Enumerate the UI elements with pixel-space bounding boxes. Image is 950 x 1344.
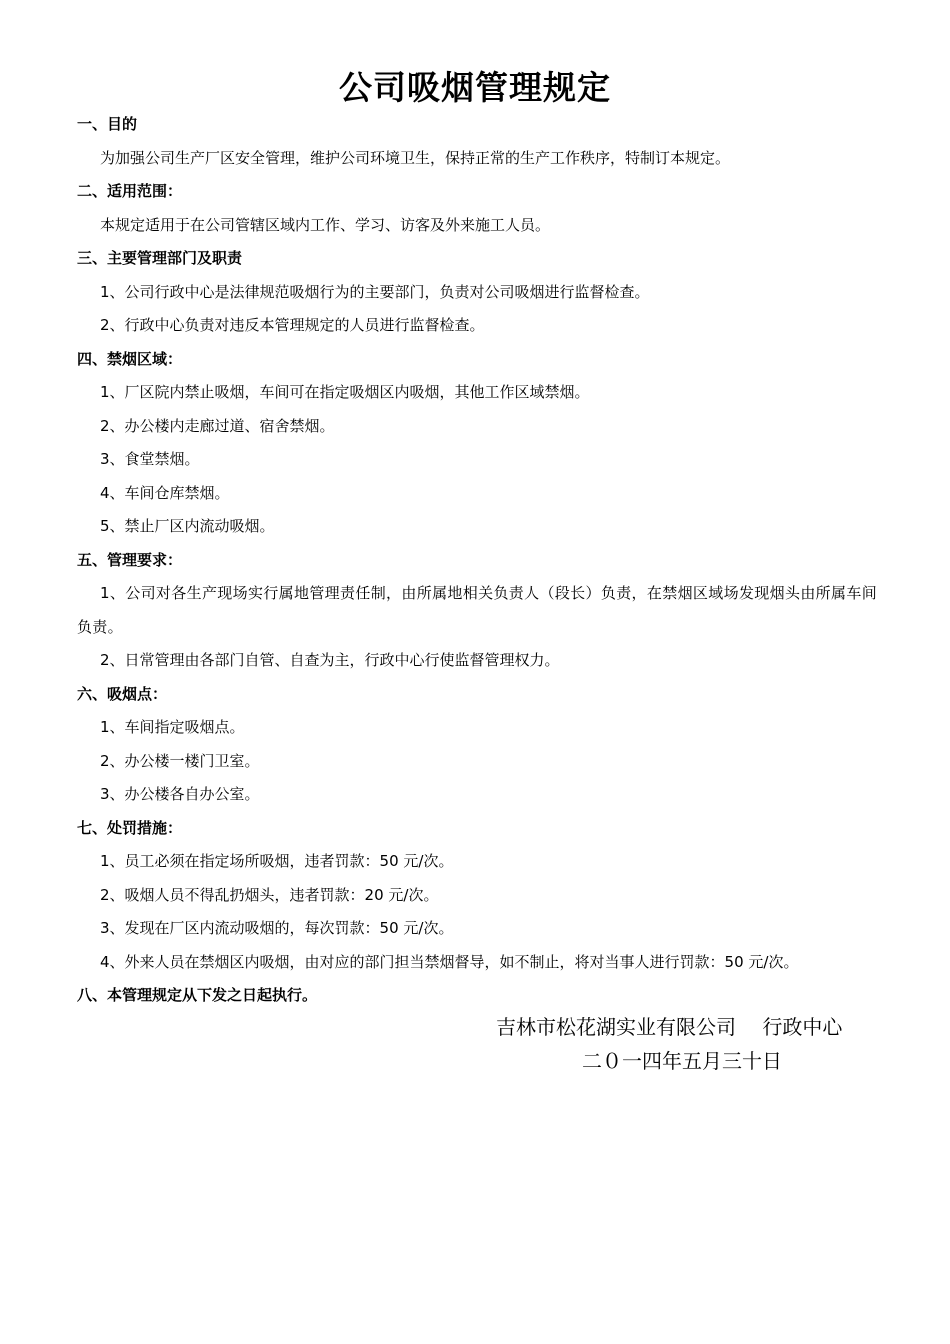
section-paragraph: 5、禁止厂区内流动吸烟。 <box>100 517 275 535</box>
section-paragraph: 3、办公楼各自办公室。 <box>100 785 260 803</box>
section-heading-effective-date: 八、本管理规定从下发之日起执行。 <box>77 986 318 1004</box>
section-heading-no-smoking-areas: 四、禁烟区域： <box>77 349 183 368</box>
section-paragraph: 3、食堂禁烟。 <box>100 450 200 468</box>
section-paragraph: 2、办公楼一楼门卫室。 <box>100 751 260 770</box>
issuer-name: 吉林市松花湖实业有限公司 行政中心 <box>496 1015 843 1039</box>
document-body <box>77 108 877 1013</box>
section-heading-smoking-points: 六、吸烟点： <box>77 684 168 703</box>
section-paragraph: 1、员工必须在指定场所吸烟，违者罚款：50 元/次。 <box>100 852 454 870</box>
section-paragraph: 2、吸烟人员不得乱扔烟头，违者罚款：20 元/次。 <box>100 885 439 904</box>
section-paragraph: 2、日常管理由各部门自管、自查为主，行政中心行使监督管理权力。 <box>100 651 560 669</box>
section-paragraph: 1、车间指定吸烟点。 <box>100 718 245 736</box>
section-paragraph: 4、外来人员在禁烟区内吸烟，由对应的部门担当禁烟督导，如不制止，将对当事人进行罚款：50 元/次。 <box>100 952 799 971</box>
section-paragraph: 为加强公司生产厂区安全管理，维护公司环境卫生，保持正常的生产工作秩序，特制订本规定。 <box>100 148 731 167</box>
section-paragraph: 1、公司对各生产现场实行属地管理责任制，由所属地相关负责人（段长）负责，在禁烟区域场发现烟头由所属车间负责。 <box>77 584 877 636</box>
issue-date: 二０一四年五月三十日 <box>582 1049 782 1073</box>
document-title: 公司吸烟管理规定 <box>339 68 611 107</box>
section-heading-purpose: 一、目的 <box>77 115 138 133</box>
section-paragraph: 3、发现在厂区内流动吸烟的，每次罚款：50 元/次。 <box>100 919 454 937</box>
section-heading-management-requirements: 五、管理要求： <box>77 550 183 569</box>
section-paragraph: 1、厂区院内禁止吸烟，车间可在指定吸烟区内吸烟，其他工作区域禁烟。 <box>100 383 590 401</box>
section-paragraph: 1、公司行政中心是法律规范吸烟行为的主要部门，负责对公司吸烟进行监督检查。 <box>100 282 650 301</box>
section-paragraph: 2、办公楼内走廊过道、宿舍禁烟。 <box>100 416 335 435</box>
section-heading-penalties: 七、处罚措施： <box>77 818 183 837</box>
section-heading-scope: 二、适用范围： <box>77 182 183 200</box>
section-heading-departments: 三、主要管理部门及职责 <box>77 249 243 267</box>
section-paragraph: 本规定适用于在公司管辖区域内工作、学习、访客及外来施工人员。 <box>100 215 551 234</box>
section-paragraph: 2、行政中心负责对违反本管理规定的人员进行监督检查。 <box>100 316 485 334</box>
section-paragraph: 4、车间仓库禁烟。 <box>100 483 230 502</box>
